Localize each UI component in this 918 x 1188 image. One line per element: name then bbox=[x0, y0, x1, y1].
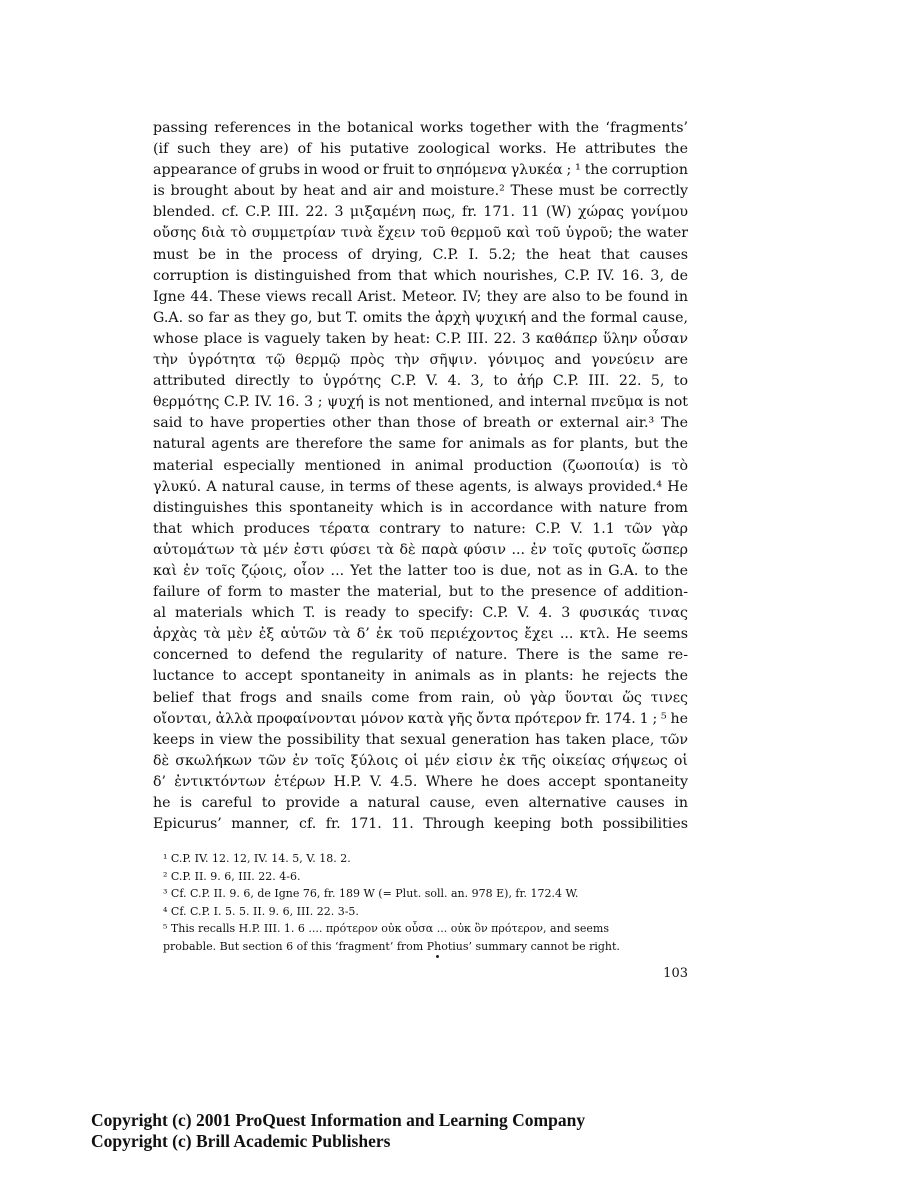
text-line: said to have properties other than those of breath or external air.³ The bbox=[153, 415, 688, 432]
text-line: τὴν ὑγρότητα τῷ θερμῷ πρὸς τὴν σῆψιν. γόνιμος and γονεύειν are bbox=[153, 352, 688, 369]
text-line: οἴονται, ἀλλὰ προφαίνονται μόνον κατὰ γῆς ὄντα πρότερον fr. 174. 1 ; ⁵ he bbox=[153, 710, 688, 727]
text-line: luctance to accept spontaneity in animals as in plants: he rejects the bbox=[153, 668, 688, 685]
text-line: αὐτομάτων τὰ μέν ἐστι φύσει τὰ δὲ παρὰ φύσιν ... ἐν τοῖς φυτοῖς ὥσπερ bbox=[153, 541, 688, 558]
text-line: γλυκύ. A natural cause, in terms of these agents, is always provided.⁴ He bbox=[153, 478, 688, 495]
footnote: ² C.P. II. 9. 6, III. 22. 4-6. bbox=[163, 869, 301, 883]
text-line: is brought about by heat and air and moisture.² These must be correctly bbox=[153, 183, 688, 200]
text-line: material especially mentioned in animal production (ζωοποιία) is τὸ bbox=[153, 457, 688, 474]
footnote: ¹ C.P. IV. 12. 12, IV. 14. 5, V. 18. 2. bbox=[163, 852, 351, 865]
body-text bbox=[153, 118, 688, 835]
footnotes bbox=[163, 850, 688, 956]
copyright-line: Copyright (c) 2001 ProQuest Information and Learning Company bbox=[91, 1110, 586, 1130]
text-line: θερμότης C.P. IV. 16. 3 ; ψυχή is not mentioned, and internal πνεῦμα is not bbox=[153, 394, 688, 411]
ink-dot bbox=[436, 955, 439, 958]
text-line: corruption is distinguished from that which nourishes, C.P. IV. 16. 3, de bbox=[153, 267, 688, 284]
text-line: whose place is vaguely taken by heat: C.P. III. 22. 3 καθάπερ ὕλην οὖσαν bbox=[153, 330, 688, 347]
text-line: al materials which T. is ready to specify: C.P. V. 4. 3 φυσικάς τινας bbox=[153, 605, 688, 622]
text-line: blended. cf. C.P. III. 22. 3 μιξαμένη πως, fr. 171. 11 (W) χώρας γονίμου bbox=[153, 204, 688, 221]
footnote: ⁴ Cf. C.P. I. 5. 5. II. 9. 6, III. 22. 3-5. bbox=[163, 904, 359, 918]
text-line: Igne 44. These views recall Arist. Meteor. IV; they are also to be found in bbox=[153, 288, 688, 305]
text-line: concerned to defend the regularity of nature. There is the same re- bbox=[153, 647, 688, 664]
text-line: keeps in view the possibility that sexual generation has taken place, τῶν bbox=[153, 731, 688, 748]
text-line: καὶ ἐν τοῖς ζῴοις, οἷον ... Yet the latter too is due, not as in G.A. to the bbox=[153, 562, 688, 579]
text-line: natural agents are therefore the same for animals as for plants, but the bbox=[153, 436, 688, 453]
text-line: (if such they are) of his putative zoological works. He attributes the bbox=[153, 141, 688, 158]
text-line: appearance of grubs in wood or fruit to σηπόμενα γλυκέα ; ¹ the corruption bbox=[153, 162, 688, 179]
text-line: he is careful to provide a natural cause, even alternative causes in bbox=[153, 795, 688, 811]
text-line: G.A. so far as they go, but T. omits the ἀρχὴ ψυχική and the formal cause, bbox=[153, 309, 688, 326]
footnote: ³ Cf. C.P. II. 9. 6, de Igne 76, fr. 189 W (= Plut. soll. an. 978 E), fr. 172.4 W. bbox=[163, 887, 579, 901]
footnote: ⁵ This recalls H.P. III. 1. 6 .... πρότερον οὐκ οὖσα ... οὐκ ὂν πρότερον, and seems bbox=[163, 922, 609, 936]
text-line: failure of form to master the material, but to the presence of addition- bbox=[153, 584, 688, 601]
text-line: attributed directly to ὑγρότης C.P. V. 4. 3, to ἀήρ C.P. III. 22. 5, to bbox=[153, 373, 688, 390]
copyright-notice bbox=[91, 1110, 585, 1152]
text-line: Epicurus’ manner, cf. fr. 171. 11. Through keeping both possibilities bbox=[153, 816, 688, 833]
text-line: must be in the process of drying, C.P. I. 5.2; the heat that causes bbox=[153, 246, 688, 263]
text-line: ἀρχὰς τὰ μὲν ἐξ αὑτῶν τὰ δ’ ἐκ τοῦ περιέχοντος ἔχει ... κτλ. He seems bbox=[153, 626, 688, 643]
text-line: δὲ σκωλήκων τῶν ἐν τοῖς ξύλοις οἱ μέν εἰσιν ἐκ τῆς οἰκείας σήψεως οἱ bbox=[153, 752, 688, 769]
text-line: belief that frogs and snails come from rain, οὐ γὰρ ὕονται ὥς τινες bbox=[153, 689, 688, 706]
text-line: distinguishes this spontaneity which is in accordance with nature from bbox=[153, 499, 688, 516]
text-line: that which produces τέρατα contrary to nature: C.P. V. 1.1 τῶν γὰρ bbox=[153, 520, 688, 537]
page-number: 103 bbox=[663, 966, 688, 981]
text-line: passing references in the botanical works together with the ‘fragments’ bbox=[153, 120, 688, 136]
text-line: δ’ ἐντικτόντων ἑτέρων H.P. V. 4.5. Where he does accept spontaneity bbox=[153, 773, 688, 790]
footnote-continuation: probable. But section 6 of this ‘fragment’ from Photius’ summary cannot be right. bbox=[163, 939, 620, 953]
text-line: οὔσης διὰ τὸ συμμετρίαν τινὰ ἔχειν τοῦ θερμοῦ καὶ τοῦ ὑγροῦ; the water bbox=[153, 225, 688, 242]
copyright-line: Copyright (c) Brill Academic Publishers bbox=[91, 1131, 391, 1151]
